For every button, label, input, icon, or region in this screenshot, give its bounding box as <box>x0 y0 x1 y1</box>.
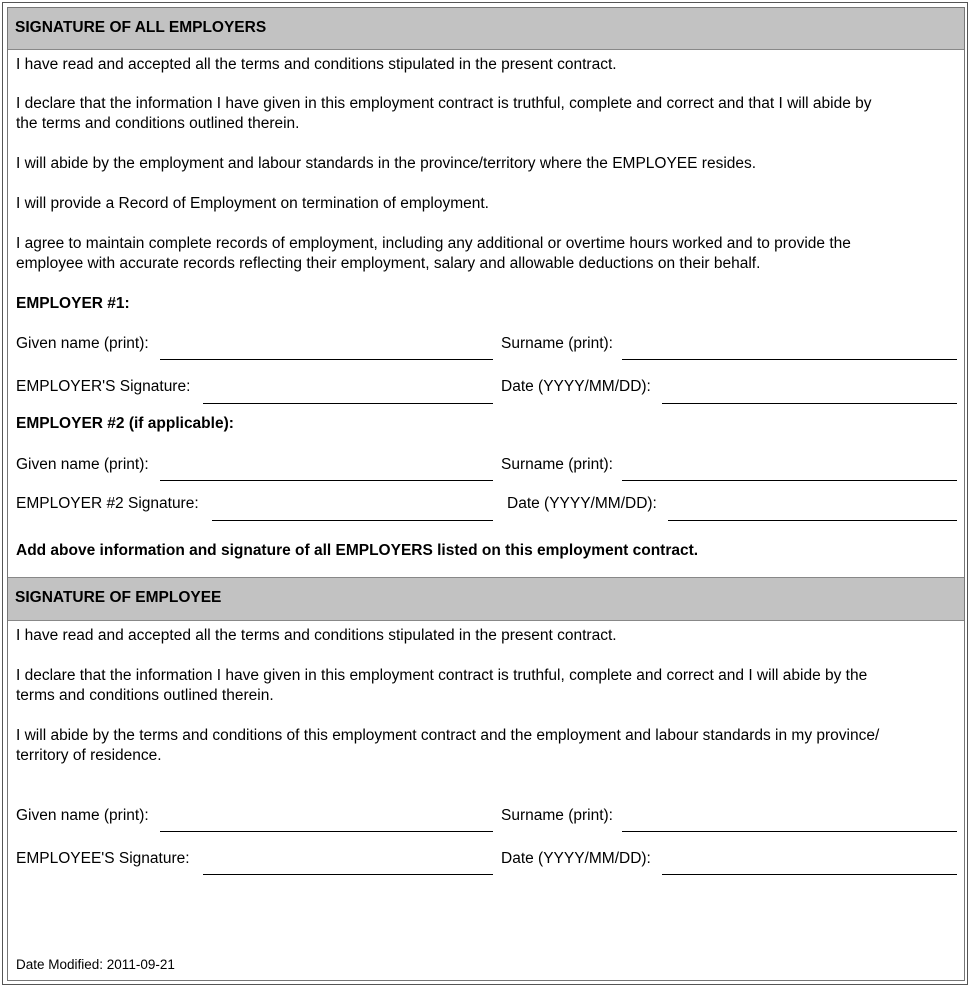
employers-paragraph-4: I will provide a Record of Employment on termination of employment. <box>16 195 489 212</box>
employers-instruction-note: Add above information and signature of all EMPLOYERS listed on this employment contract. <box>16 542 699 559</box>
employee-given-name-label: Given name (print): <box>16 807 149 824</box>
employers-paragraph-5-line-1: I agree to maintain complete records of employment, including any additional or overtime hours worked and to provide the <box>16 235 851 252</box>
employer-2-date-label: Date (YYYY/MM/DD): <box>507 495 657 512</box>
employer-2-surname-field[interactable] <box>622 480 957 481</box>
employee-date-label: Date (YYYY/MM/DD): <box>501 850 651 867</box>
employer-1-surname-field[interactable] <box>622 359 957 360</box>
employer-1-given-name-field[interactable] <box>160 359 493 360</box>
employers-paragraph-5-line-2: employee with accurate records reflecting their employment, salary and allowable deductions on their behalf. <box>16 255 761 272</box>
employer-2-signature-label: EMPLOYER #2 Signature: <box>16 495 199 512</box>
employee-signature-label: EMPLOYEE'S Signature: <box>16 850 190 867</box>
employee-given-name-field[interactable] <box>160 831 493 832</box>
employer-2-signature-field[interactable] <box>212 520 493 521</box>
employee-section-heading: SIGNATURE OF EMPLOYEE <box>8 577 964 621</box>
employee-paragraph-3-line-2: territory of residence. <box>16 747 162 764</box>
employee-date-field[interactable] <box>662 874 957 875</box>
employee-paragraph-2-line-2: terms and conditions outlined therein. <box>16 687 274 704</box>
employer-1-signature-field[interactable] <box>203 403 493 404</box>
employers-paragraph-2-line-2: the terms and conditions outlined therein. <box>16 115 300 132</box>
employer-1-heading: EMPLOYER #1: <box>16 295 130 312</box>
employee-paragraph-3-line-1: I will abide by the terms and conditions of this employment contract and the employment and labour standards in my province/ <box>16 727 880 744</box>
date-modified: Date Modified: 2011-09-21 <box>16 957 175 972</box>
employers-paragraph-1: I have read and accepted all the terms and conditions stipulated in the present contract. <box>16 56 617 73</box>
employer-1-signature-label: EMPLOYER'S Signature: <box>16 378 191 395</box>
employer-2-date-field[interactable] <box>668 520 957 521</box>
employer-2-given-name-field[interactable] <box>160 480 493 481</box>
form-container <box>7 7 965 981</box>
employer-1-given-name-label: Given name (print): <box>16 335 149 352</box>
employee-signature-field[interactable] <box>203 874 493 875</box>
employee-paragraph-2-line-1: I declare that the information I have given in this employment contract is truthful, complete and correct and I will abide by the <box>16 667 868 684</box>
employer-2-heading: EMPLOYER #2 (if applicable): <box>16 415 234 432</box>
employers-section-heading: SIGNATURE OF ALL EMPLOYERS <box>8 8 964 50</box>
employers-paragraph-2-line-1: I declare that the information I have given in this employment contract is truthful, complete and correct and that I will abide by <box>16 95 872 112</box>
employee-paragraph-1: I have read and accepted all the terms and conditions stipulated in the present contract. <box>16 627 617 644</box>
employer-1-date-label: Date (YYYY/MM/DD): <box>501 378 651 395</box>
employer-2-surname-label: Surname (print): <box>501 456 613 473</box>
employer-1-date-field[interactable] <box>662 403 957 404</box>
employer-2-given-name-label: Given name (print): <box>16 456 149 473</box>
employee-surname-label: Surname (print): <box>501 807 613 824</box>
employee-surname-field[interactable] <box>622 831 957 832</box>
employer-1-surname-label: Surname (print): <box>501 335 613 352</box>
employers-paragraph-3: I will abide by the employment and labour standards in the province/territory where the EMPLOYEE resides. <box>16 155 757 172</box>
